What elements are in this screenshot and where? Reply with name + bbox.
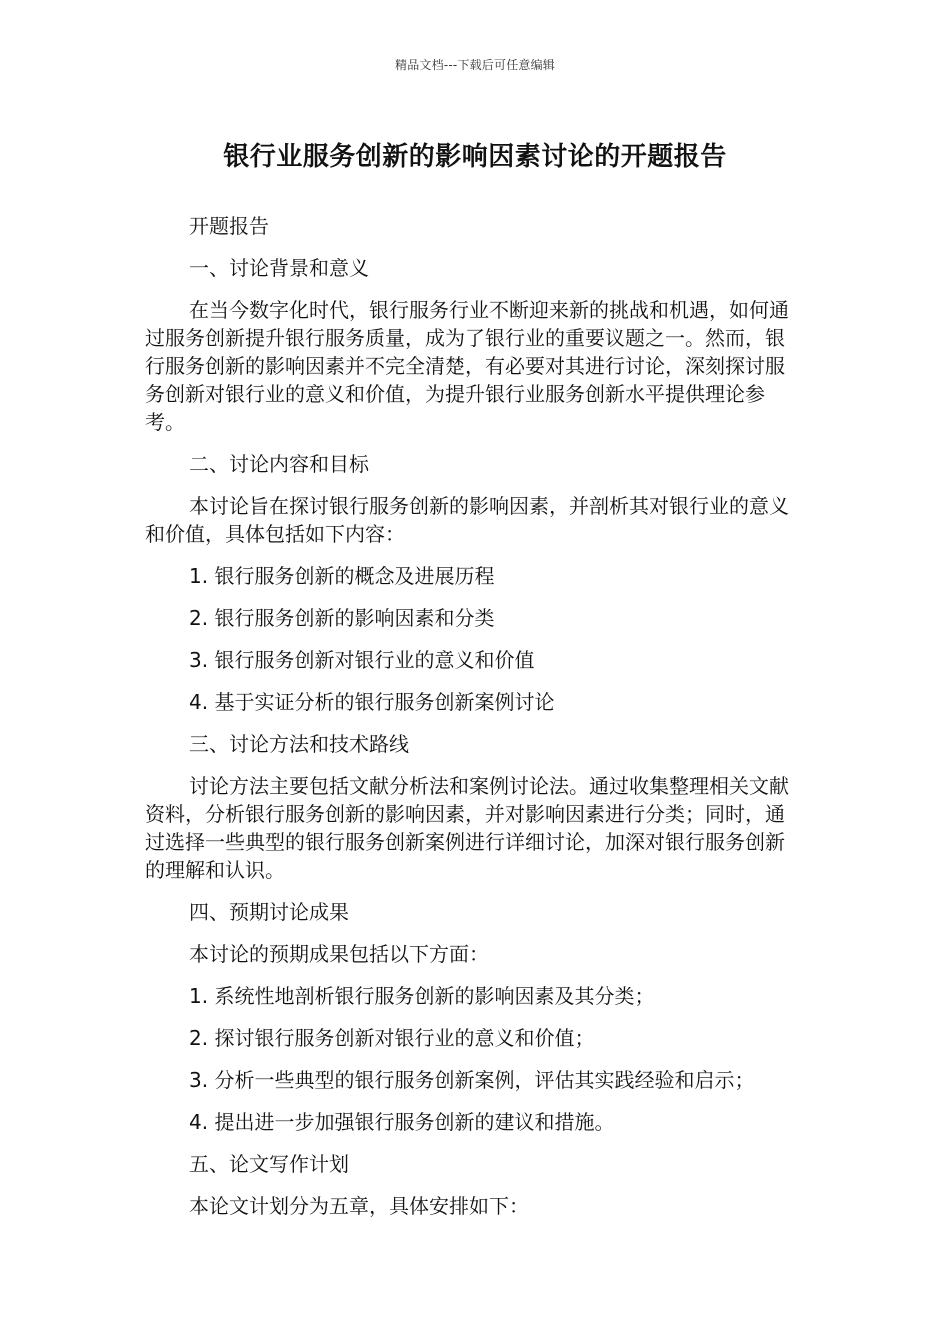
body-line: 3. 银行服务创新对银行业的意义和价值: [189, 648, 535, 672]
body-line: 2. 探讨银行服务创新对银行业的意义和价值；: [189, 1026, 595, 1050]
body-line: 开题报告: [189, 214, 269, 238]
body-paragraph: 本讨论旨在探讨银行服务创新的影响因素，并剖析其对银行业的意义和价值，具体包括如下内容：: [145, 494, 789, 546]
body-line: 1. 银行服务创新的概念及进展历程: [189, 564, 495, 588]
body-paragraph: 在当今数字化时代，银行服务行业不断迎来新的挑战和机遇，如何通过服务创新提升银行服务质量，成为了银行业的重要议题之一。然而，银行服务创新的影响因素并不完全清楚，有必要对其进行讨论，深刻探讨服务创新对银行业的意义和价值，为提升银行业服务创新水平提供理论参考。: [145, 298, 789, 434]
body-line: 本讨论的预期成果包括以下方面：: [189, 942, 489, 966]
body-line: 一、讨论背景和意义: [189, 256, 369, 280]
body-line: 3. 分析一些典型的银行服务创新案例，评估其实践经验和启示；: [189, 1068, 755, 1092]
body-line: 二、讨论内容和目标: [189, 452, 369, 476]
header-note: 精品文档---下载后可任意编辑: [395, 58, 555, 72]
body-line: 四、预期讨论成果: [189, 900, 349, 924]
document-title: 银行业服务创新的影响因素讨论的开题报告: [223, 142, 727, 172]
body-line: 本论文计划分为五章，具体安排如下：: [189, 1194, 529, 1218]
body-line: 1. 系统性地剖析银行服务创新的影响因素及其分类；: [189, 984, 655, 1008]
document-body: [145, 212, 800, 1234]
body-line: 五、论文写作计划: [189, 1152, 349, 1176]
body-line: 三、讨论方法和技术路线: [189, 732, 409, 756]
body-line: 4. 基于实证分析的银行服务创新案例讨论: [189, 690, 555, 714]
body-line: 2. 银行服务创新的影响因素和分类: [189, 606, 495, 630]
body-line: 4. 提出进一步加强银行服务创新的建议和措施。: [189, 1110, 615, 1134]
body-paragraph: 讨论方法主要包括文献分析法和案例讨论法。通过收集整理相关文献资料，分析银行服务创新的影响因素，并对影响因素进行分类；同时，通过选择一些典型的银行服务创新案例进行详细讨论，加深对银行服务创新的理解和认识。: [145, 774, 789, 882]
